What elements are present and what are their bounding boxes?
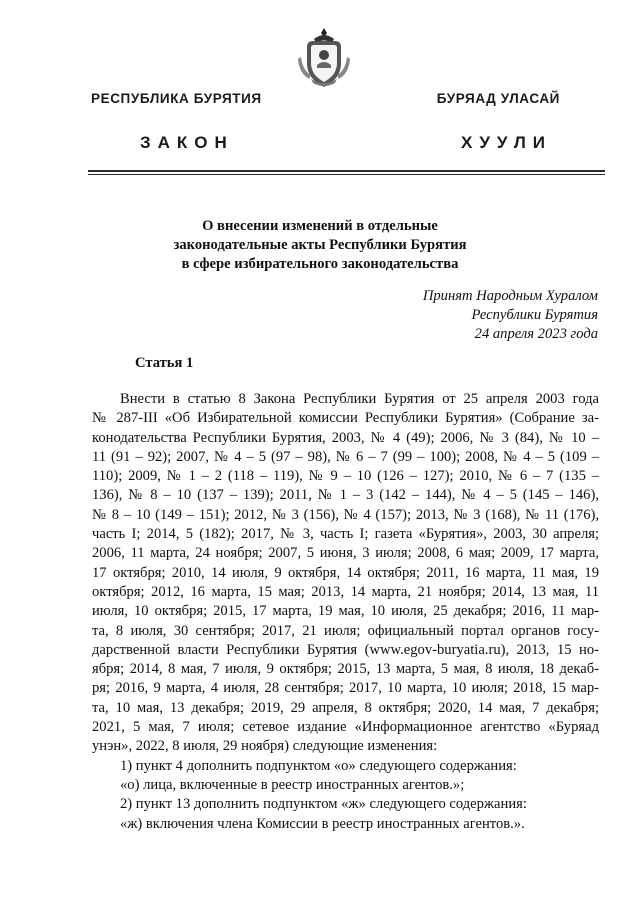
body-line: 110); 2009, № 1 – 2 (118 – 119), № 9 – 10 (126 – 127); 2010, № 6 – 7 (135 – <box>92 468 599 485</box>
article-body <box>92 390 599 834</box>
document-title <box>100 217 540 274</box>
header-divider <box>88 170 605 172</box>
amendment-text: «о) лица, включенные в реестр иностранных агентов.»; <box>120 776 465 793</box>
body-line: 2006, 11 марта, 24 ноября; 2007, 5 июня, 3 июля; 2008, 6 мая; 2009, 17 марта, <box>92 545 599 562</box>
amendment-item: 1) пункт 4 дополнить подпунктом «о» следующего содержания: <box>120 757 517 774</box>
body-line: ября; 2014, 8 мая, 7 июля, 9 октября; 2015, 13 марта, 5 мая, 8 июля, 18 декаб- <box>92 661 599 678</box>
adoption-line: Республики Бурятия <box>471 307 598 323</box>
body-line: июля, 10 октября; 2015, 17 марта, 19 мая, 10 июля, 25 декабря; 2016, 11 мар- <box>92 603 599 620</box>
body-line: та, 10 мая, 13 декабря; 2019, 29 апреля, 8 октября; 2020, 14 мая, 7 декабря; <box>92 699 599 716</box>
title-line: О внесении изменений в отдельные <box>202 218 438 234</box>
body-line: Внести в статью 8 Закона Республики Бурятия от 25 апреля 2003 года <box>120 391 599 407</box>
article-heading: Статья 1 <box>135 355 194 371</box>
body-line: № 287-III «Об Избирательной комиссии Республики Бурятия» (Собрание за- <box>92 410 599 427</box>
adoption-date: 24 апреля 2023 года <box>474 326 598 342</box>
body-line: октября; 2012, 16 марта, 15 мая; 2013, 14 марта, 21 ноября; 2014, 13 мая, 11 <box>92 583 599 600</box>
body-line: та, 8 июля, 30 сентября; 2017, 21 июля; официальный портал органов госу- <box>92 622 599 639</box>
body-line: 11 (91 – 92); 2007, № 4 – 5 (97 – 98), № 6 – 7 (99 – 100); 2008, № 4 – 5 (109 – <box>92 448 599 465</box>
republic-name-buryat: БУРЯАД УЛАСАЙ <box>436 91 560 106</box>
law-label-buryat: ХУУЛИ <box>461 133 552 152</box>
body-line: 17 октября; 2010, 14 июля, 9 октября, 14 октября; 2011, 16 марта, 11 мая, 19 <box>92 564 599 581</box>
law-label-russian: ЗАКОН <box>140 133 234 152</box>
amendment-text: «ж) включения члена Комиссии в реестр иностранных агентов.». <box>120 815 525 832</box>
body-line: 136), № 8 – 10 (137 – 139); 2011, № 1 – 3 (142 – 144), № 4 – 5 (145 – 146), <box>92 487 599 504</box>
republic-name-russian: РЕСПУБЛИКА БУРЯТИЯ <box>91 91 262 106</box>
coat-of-arms-emblem <box>297 27 351 89</box>
body-line: 2021, 5 мая, 7 июля; сетевое издание «Информационное агентство «Буряад <box>92 719 599 736</box>
body-line: часть I; 2014, 5 (182); 2017, № 3, часть I; газета «Бурятия», 2003, 30 апреля; <box>92 526 599 543</box>
adoption-note <box>423 287 598 344</box>
body-line: дарственной власти Республики Бурятия (www.egov-buryatia.ru), 2013, 15 но- <box>92 641 599 658</box>
body-line: конодательства Республики Бурятия, 2003, № 4 (49); 2006, № 3 (84), № 10 – <box>92 429 599 446</box>
title-line: в сфере избирательного законодательства <box>181 256 459 272</box>
body-line: ря; 2016, 9 марта, 4 июля, 28 сентября; 2017, 10 марта, 10 июля; 2018, 15 мар- <box>92 680 599 697</box>
amendment-item: 2) пункт 13 дополнить подпунктом «ж» следующего содержания: <box>120 796 527 813</box>
title-line: законодательные акты Республики Бурятия <box>173 237 467 253</box>
header-divider-thin <box>88 174 605 175</box>
body-line: № 8 – 10 (149 – 151); 2012, № 3 (156), № 4 (157); 2013, № 3 (168), № 11 (176), <box>92 506 599 523</box>
body-line: унэн», 2022, 8 июля, 29 ноября) следующие изменения: <box>92 738 438 755</box>
adoption-line: Принят Народным Хуралом <box>422 288 598 304</box>
